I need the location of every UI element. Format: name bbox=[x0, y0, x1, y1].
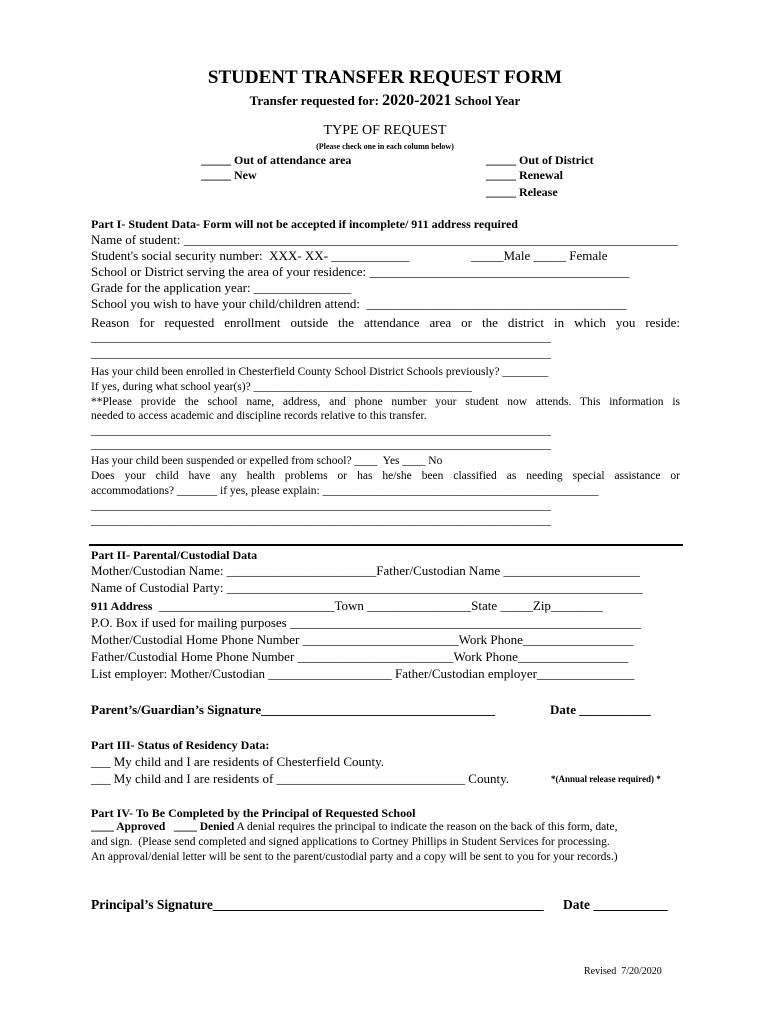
transfer-prefix: Transfer requested for: bbox=[249, 93, 383, 108]
option-release[interactable]: _____ Release bbox=[486, 185, 558, 199]
approved-option[interactable]: ____ Approved bbox=[91, 821, 166, 833]
address-field[interactable] bbox=[91, 599, 603, 612]
type-of-request-heading: TYPE OF REQUEST bbox=[323, 123, 447, 138]
mother-phone-field[interactable]: Mother/Custodial Home Phone Number ________________________Work Phone_________________ bbox=[91, 632, 634, 647]
school-years-field[interactable]: If yes, during what school year(s)? ______________________________________ bbox=[91, 381, 473, 393]
processing-instructions: and sign. (Please send completed and signed applications to Cortney Phillips in Student Services for processing. bbox=[91, 836, 610, 848]
desired-school-field[interactable]: School you wish to have your child/children attend: ________________________________________ bbox=[91, 296, 627, 311]
provide-info-text-1: **Please provide the school name, address, and phone number your student now attends. This information is bbox=[91, 396, 680, 408]
denied-option[interactable]: ____ Denied bbox=[173, 821, 235, 833]
option-renewal[interactable]: _____ Renewal bbox=[486, 168, 563, 182]
enrolled-previously-field[interactable]: Has your child been enrolled in Chesterfield County School District Schools previously? ________ bbox=[91, 366, 549, 378]
health-text-1: Does your child have any health problems or has he/she been classified as needing special assistance or bbox=[91, 470, 680, 482]
ssn-field[interactable]: Student's social security number: XXX- XX- ____________ bbox=[91, 248, 410, 263]
letter-instructions: An approval/denial letter will be sent to the parent/custodial party and a copy will be sent to you for your records.) bbox=[91, 851, 618, 863]
gender-field[interactable]: _____Male _____ Female bbox=[471, 248, 608, 263]
option-out-of-district[interactable]: _____ Out of District bbox=[486, 153, 594, 167]
annual-release-note: *(Annual release required) * bbox=[551, 774, 661, 784]
health-line-1[interactable]: ________________________________________________________________________________ bbox=[91, 500, 551, 512]
address-label: 911 Address bbox=[91, 599, 153, 613]
part4-heading: Part IV- To Be Completed by the Principal of Requested School bbox=[91, 806, 416, 820]
father-phone-field[interactable]: Father/Custodial Home Phone Number ________________________Work Phone_________________ bbox=[91, 649, 629, 664]
current-school-line-1[interactable]: ________________________________________________________________________________ bbox=[91, 425, 551, 437]
principal-decision-line bbox=[91, 822, 617, 834]
reason-line-1[interactable]: ________________________________________________________________________________ bbox=[91, 332, 551, 344]
health-explain-field[interactable]: accommodations? _______ if yes, please explain: ________________________________________________ bbox=[91, 485, 599, 497]
option-new[interactable]: _____ New bbox=[201, 168, 257, 182]
denial-instructions: A denial requires the principal to indicate the reason on the back of this form, date, bbox=[234, 821, 618, 833]
parent-signature-field[interactable]: Parent’s/Guardian’s Signature____________________________________ bbox=[91, 702, 496, 717]
part2-heading: Part II- Parental/Custodial Data bbox=[91, 548, 258, 562]
part3-heading: Part III- Status of Residency Data: bbox=[91, 738, 270, 752]
address-blanks: ___________________________Town ________________State _____Zip________ bbox=[152, 598, 603, 613]
current-school-line-2[interactable]: ________________________________________________________________________________ bbox=[91, 439, 551, 451]
part1-heading: Part I- Student Data- Form will not be accepted if incomplete/ 911 address required bbox=[91, 217, 518, 231]
residency-chesterfield[interactable]: ___ My child and I are residents of Chesterfield County. bbox=[91, 754, 385, 769]
health-line-2[interactable]: ________________________________________________________________________________ bbox=[91, 515, 551, 527]
principal-signature-field[interactable]: Principal’s Signature_________________________________________________ bbox=[91, 897, 544, 912]
reason-label: Reason for requested enrollment outside the attendance area or the district in which you reside: bbox=[91, 315, 680, 330]
reason-line-2[interactable]: ________________________________________________________________________________ bbox=[91, 348, 551, 360]
option-out-of-attendance-area[interactable]: _____ Out of attendance area bbox=[201, 153, 352, 167]
principal-signature-date[interactable]: Date ___________ bbox=[563, 897, 668, 912]
suspended-field[interactable]: Has your child been suspended or expelled from school? ____ Yes ____ No bbox=[91, 455, 443, 467]
parent-signature-date[interactable]: Date ___________ bbox=[550, 702, 651, 717]
type-of-request-note: (Please check one in each column below) bbox=[316, 142, 454, 151]
provide-info-text-2: needed to access academic and discipline records relative to this transfer. bbox=[91, 410, 427, 422]
residency-other-county[interactable]: ___ My child and I are residents of _____________________________ County. bbox=[91, 771, 509, 786]
transfer-requested-line bbox=[0, 93, 770, 109]
revised-date: Revised 7/20/2020 bbox=[584, 966, 662, 977]
grade-field[interactable]: Grade for the application year: _______________ bbox=[91, 280, 352, 295]
custodial-party-field[interactable]: Name of Custodial Party: ________________________________________________________________ bbox=[91, 580, 643, 595]
parent-names-field[interactable]: Mother/Custodian Name: _______________________Father/Custodian Name _____________________ bbox=[91, 563, 640, 578]
po-box-field[interactable]: P.O. Box if used for mailing purposes ______________________________________________________ bbox=[91, 615, 641, 630]
student-name-field[interactable]: Name of student: ____________________________________________________________________________ bbox=[91, 232, 678, 247]
transfer-suffix: School Year bbox=[451, 93, 521, 108]
employer-field[interactable]: List employer: Mother/Custodian ___________________ Father/Custodian employer_______________ bbox=[91, 666, 635, 681]
section-divider bbox=[89, 544, 683, 546]
school-year: 2020-2021 bbox=[382, 92, 452, 109]
form-title: STUDENT TRANSFER REQUEST FORM bbox=[207, 67, 563, 88]
serving-school-field[interactable]: School or District serving the area of your residence: ________________________________________ bbox=[91, 264, 630, 279]
